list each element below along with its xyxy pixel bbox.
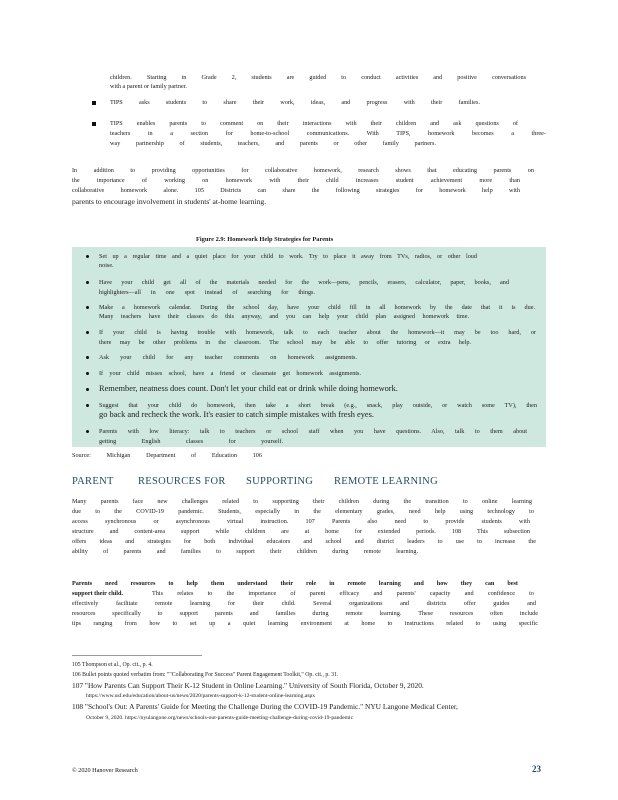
figure-item-9-line-2: getting English classes for yourself. xyxy=(99,438,283,445)
paragraph2-line-1: Many parents face new challenges related to supporting their children during the transition to online learning xyxy=(72,498,532,505)
figure-item-1-line-2: noise. xyxy=(99,262,114,269)
heading-word-1: PARENT xyxy=(72,476,114,487)
paragraph1-line-2: the importance of working on homework with their child increases student achievement more than xyxy=(72,177,520,184)
figure-item-2-line-2: highlighters—all in one spot instead of searching for things. xyxy=(99,289,315,296)
footnote-106: 106 Bullet points quoted verbatim from: ""Collaborating For Success" Parent Engagement Toolkit," Op. cit., p. 31. xyxy=(72,672,339,678)
paragraph2-line-3: access synchronous or asynchronous virtual instruction. 107 Parents also need to provide students with xyxy=(72,518,530,525)
heading-word-2: RESOURCES FOR xyxy=(138,476,226,487)
paragraph3-line-3: resources specifically to support parents and families during remote learning. These resources often include xyxy=(72,610,538,617)
figure-bullet xyxy=(86,255,89,258)
figure-item-3-line-2: Many teachers have their classes do this anyway, and you can help your child plan assigned homework time. xyxy=(99,313,469,320)
figure-bullet xyxy=(86,430,89,433)
figure-bullet xyxy=(86,331,89,334)
footnote-108-link[interactable]: October 9, 2020. https://nyulangone.org/news/schools-out-parents-guide-meeting-challenge-during-covid-19-pandemic xyxy=(86,715,354,721)
figure-bullet xyxy=(86,404,89,407)
footnote-107-line-1: 107 "How Parents Can Support Their K-12 Student in Online Learning." University of South Florida, October 9, 2020. xyxy=(72,681,424,690)
figure-bullet xyxy=(86,306,89,309)
paragraph2-line-4: structure and content-area support while children are at home for extended periods. 108 This subsection xyxy=(72,528,530,535)
figure-item-3-line-1: Make a homework calendar. During the school day, have your child fill in all homework by the date that it is due. xyxy=(99,304,535,311)
page-number: 23 xyxy=(532,764,541,774)
paragraph3-line-4: tips ranging from how to set up a quiet learning environment at home to instructions related to using specific xyxy=(72,620,538,627)
figure-source: Source: Michigan Department of Education 106 xyxy=(72,452,262,459)
figure-item-7: Remember, neatness does count. Don't let your child eat or drink while doing homework. xyxy=(99,384,398,393)
figure-bullet xyxy=(86,388,89,391)
bullet-marker xyxy=(92,122,96,126)
paragraph1-line-1: In addition to providing opportunities for collaborative homework, research shows that educating parents on xyxy=(72,167,534,174)
figure-bullet xyxy=(86,356,89,359)
footnote-rule xyxy=(72,655,202,656)
footnote-108-line-1: 108 "School's Out: A Parents' Guide for Meeting the Challenge During the COVID-19 Pandemic." NYU Langone Medical Center, xyxy=(72,702,458,711)
tips-bullet-2-line-2: teachers in a section for home-to-school communications. With TIPS, homework becomes a three- xyxy=(110,130,546,137)
paragraph2-line-6: ability of parents and families to support their children during remote learning. xyxy=(72,548,418,555)
figure-bullet xyxy=(86,281,89,284)
paragraph3-bold-line-1: Parents need resources to help them understand their role in remote learning and how they can best xyxy=(72,580,518,587)
intro-line-1: children. Starting in Grade 2, students are guided to conduct activities and positive conversations xyxy=(110,74,526,81)
figure-item-2-line-1: Have your child get all of the materials needed for the work—pens, pencils, erasers, calculator, paper, books, and xyxy=(99,279,509,286)
figure-item-4-line-2: there may be other problems in the classroom. The school may be able to offer tutoring or extra help. xyxy=(99,339,471,346)
figure-item-8-line-2: go back and recheck the work. It's easier to catch simple mistakes with fresh eyes. xyxy=(99,410,374,419)
heading-word-4: REMOTE LEARNING xyxy=(334,476,438,487)
intro-line-2: with a parent or family partner. xyxy=(110,83,187,90)
tips-bullet-1: TIPS asks students to share their work, ideas, and progress with their families. xyxy=(110,99,480,106)
bullet-marker xyxy=(92,101,96,105)
tips-bullet-2-line-1: TIPS enables parents to comment on their interactions with their children and ask questions of xyxy=(110,120,518,127)
figure-item-8-line-1: Suggest that your child do homework, then take a short break (e.g., snack, play outside, or watch some TV), then xyxy=(99,402,537,409)
figure-item-5: Ask your child for any teacher comments on homework assignments. xyxy=(99,354,357,361)
footnote-105: 105 Thompson et al., Op. cit., p. 4. xyxy=(72,662,153,668)
paragraph3-line-1: This relates to the importance of parent efficacy and parents' capacity and confidence to xyxy=(152,590,534,597)
paragraph2-line-5: offers ideas and strategies for both individual educators and school and district leaders to use to increase the xyxy=(72,538,536,545)
footnote-107-link[interactable]: https://www.usf.edu/education/about-us/news/2020/parents-support-k-12-student-online-learning.aspx xyxy=(86,693,316,699)
paragraph3-bold-line-2: support their child. xyxy=(72,590,123,597)
tips-bullet-2-line-3: way partnership of students, teachers, and parents or other family partners. xyxy=(110,140,436,147)
heading-word-3: SUPPORTING xyxy=(246,476,314,487)
footer-copyright: © 2020 Hanover Research xyxy=(72,767,138,774)
figure-bullet xyxy=(86,372,89,375)
figure-item-9-line-1: Parents with low literacy: talk to teachers or school staff when you have questions. Also, talk to them about xyxy=(99,428,527,435)
paragraph2-line-2: due to the COVID-19 pandemic. Students, especially in the elementary grades, need help using technology to xyxy=(72,508,534,515)
figure-item-4-line-1: If your child is having trouble with homework, talk to each teacher about the homework—it may be too hard, or xyxy=(99,329,536,336)
figure-item-6: If your child misses school, have a friend or classmate get homework assignments. xyxy=(99,370,361,377)
paragraph1-line-3: collaborative homework alone. 105 Districts can share the following strategies for homework help with xyxy=(72,187,520,194)
section-heading xyxy=(72,476,438,488)
figure-title: Figure 2.9: Homework Help Strategies for Parents xyxy=(196,236,334,243)
figure-item-1-line-1: Set up a regular time and a quiet place for your child to work. Try to place it away from TVs, radios, or other loud xyxy=(99,253,477,260)
paragraph1-line-4: parents to encourage involvement in students' at-home learning. xyxy=(72,197,267,206)
paragraph3-line-2: effectively facilitate remote learning for their child. Several organizations and districts offer guides and xyxy=(72,600,536,607)
